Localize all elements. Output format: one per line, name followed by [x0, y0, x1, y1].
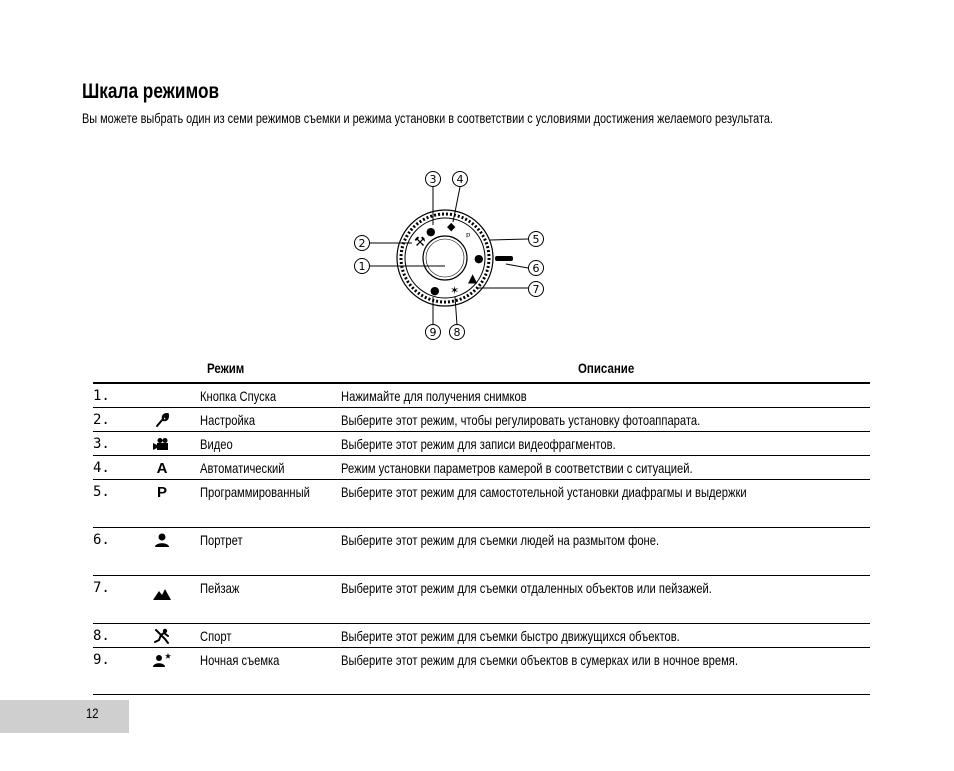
row-number: 9.: [93, 652, 110, 668]
table-row: [93, 456, 870, 480]
callout-9: [426, 325, 441, 340]
mode-dial-illustration: [340, 160, 560, 350]
header-mode: Режим: [207, 360, 245, 376]
svg-text:8: 8: [453, 326, 461, 339]
mode-description: Выберите этот режим для съемки быстро движущихся объектов.: [341, 628, 680, 644]
row-number: 2.: [93, 412, 110, 428]
table-row: [93, 432, 870, 456]
sport-icon: [149, 627, 175, 645]
svg-text:▲: ▲: [468, 271, 478, 285]
table-row: [93, 480, 870, 528]
header-description: Описание: [578, 360, 635, 376]
svg-text:6: 6: [532, 262, 540, 275]
mode-description: Выберите этот режим для съемки объектов в сумерках или в ночное время.: [341, 652, 738, 668]
callout-4: [453, 172, 468, 187]
intro-text: Вы можете выбрать один из семи режимов съемки и режима установки в соответствии с условиями достижения желаемого результата.: [82, 110, 773, 126]
page-number-tab: [0, 700, 129, 733]
svg-text:3: 3: [429, 173, 437, 186]
mode-name: Видео: [200, 436, 233, 452]
mode-name: Портрет: [200, 532, 243, 548]
table-header: [93, 358, 870, 384]
svg-text:●: ●: [426, 225, 436, 238]
row-number: 5.: [93, 484, 110, 500]
row-number: 4.: [93, 460, 110, 476]
svg-text:1: 1: [358, 260, 366, 273]
svg-text:ᵖ: ᵖ: [466, 230, 471, 243]
mode-name: Программированный: [200, 484, 310, 500]
callout-7: [529, 282, 544, 297]
row-number: 7.: [93, 580, 110, 596]
svg-text:●: ●: [430, 284, 440, 297]
mode-table: [93, 358, 870, 695]
mode-description: Выберите этот режим для съемки людей на размытом фоне.: [341, 532, 660, 548]
video-camera-icon: [149, 435, 175, 453]
mode-name: Настройка: [200, 412, 256, 428]
table-row: [93, 624, 870, 648]
mode-name: Пейзаж: [200, 580, 240, 596]
mode-description: Выберите этот режим для самостотельной установки диафрагмы и выдержки: [341, 484, 747, 500]
callout-5: [529, 232, 544, 247]
program-mode-icon: P: [156, 483, 167, 501]
svg-text:5: 5: [532, 233, 540, 246]
svg-text:●: ●: [474, 252, 484, 265]
portrait-icon: [149, 531, 175, 549]
callout-8: [450, 325, 465, 340]
svg-text:4: 4: [456, 173, 464, 186]
callout-2: [355, 236, 370, 251]
svg-text:✶: ✶: [450, 284, 460, 297]
callout-6: [529, 261, 544, 276]
mode-description: Нажимайте для получения снимков: [341, 388, 527, 404]
svg-text:9: 9: [429, 326, 437, 339]
mode-name: Автоматический: [200, 460, 285, 476]
table-row: [93, 528, 870, 576]
table-row: [93, 384, 870, 408]
table-row: [93, 648, 870, 695]
mode-name: Спорт: [200, 628, 232, 644]
mode-description: Режим установки параметров камерой в соответствии с ситуацией.: [341, 460, 693, 476]
landscape-icon: [149, 584, 175, 602]
row-number: 3.: [93, 436, 110, 452]
callout-3: [426, 172, 441, 187]
row-number: 1.: [93, 388, 110, 404]
row-number: 6.: [93, 532, 110, 548]
page-title: Шкала режимов: [82, 80, 220, 103]
auto-mode-icon: A: [156, 459, 168, 477]
mode-description: Выберите этот режим для съемки отдаленных объектов или пейзажей.: [341, 580, 712, 596]
mode-name: Кнопка Спуска: [200, 388, 277, 404]
svg-text:⚒: ⚒: [414, 235, 426, 250]
mode-name: Ночная съемка: [200, 652, 280, 668]
table-row: [93, 576, 870, 624]
row-number: 8.: [93, 628, 110, 644]
callout-1: [355, 259, 370, 274]
night-portrait-icon: [149, 651, 175, 669]
wrench-icon: [149, 411, 175, 429]
svg-text:◆: ◆: [447, 220, 456, 233]
page-number: 12: [86, 705, 99, 721]
mode-description: Выберите этот режим для записи видеофрагментов.: [341, 436, 616, 452]
svg-text:2: 2: [358, 237, 366, 250]
table-row: [93, 408, 870, 432]
mode-description: Выберите этот режим, чтобы регулировать установку фотоаппарата.: [341, 412, 701, 428]
svg-text:7: 7: [532, 283, 540, 296]
